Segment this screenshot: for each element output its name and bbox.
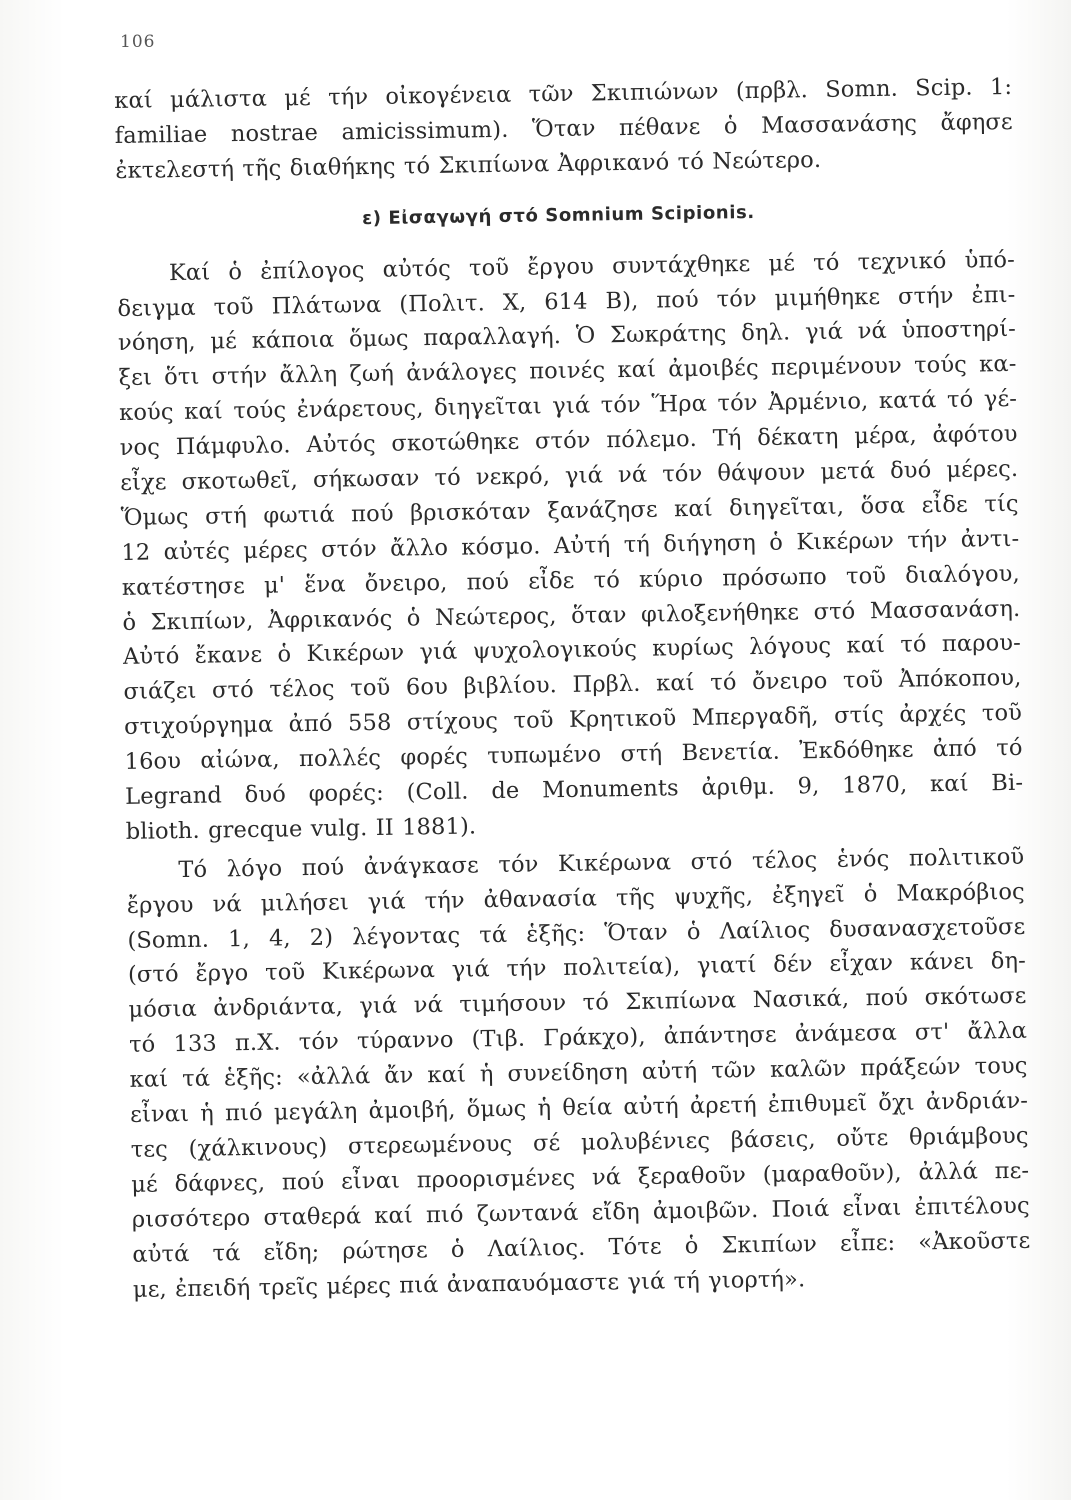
text-line: 12 αὐτές μέρες στόν ἄλλο κόσμο. Αὐτή τή διήγηση ὁ Κικέρων τήν ἀντι-: [121, 525, 1020, 566]
text-line: μέ δάφνες, πού εἶναι προορισμένες νά ξεραθοῦν (μαραθοῦν), ἀλλά πε-: [131, 1157, 1030, 1198]
text-line: 16ου αἰώνα, πολλές φορές τυπωμένο στή Βενετία. Ἐκδόθηκε ἀπό τό: [124, 734, 1023, 776]
text-line: εἶναι ἡ πιό μεγάλη ἀμοιβή, ὅμως ἡ θεία αὐτή ἀρετή ἐπιθυμεῖ ὄχι ἀνδριάν-: [129, 1087, 1029, 1128]
text-line: ρισσότερο σταθερά καί πιό ζωντανά εἴδη ἀμοιβῶν. Ποιά εἶναι ἐπιτέλους: [131, 1192, 1030, 1233]
text-line: μόσια ἀνδριάντα, γιά νά τιμήσουν τό Σκιπίωνα Νασικά, πού σκότωσε: [128, 983, 1027, 1024]
text-line: blioth. grecque vulg. II 1881).: [125, 813, 477, 845]
text-line: στιχούργημα ἀπό 558 στίχους τοῦ Κρητικοῦ Μπεργαδῆ, στίς ἀρχές τοῦ: [123, 700, 1023, 741]
page-number: 106: [120, 32, 156, 52]
text-line: καί μάλιστα μέ τήν οἰκογένεια τῶν Σκιπιώνων (πρβλ. Somn. Scip. 1:: [114, 73, 1013, 114]
text-line: ἔργου νά μιλήσει γιά τήν ἀθανασία τῆς ψυχῆς, ἐξηγεῖ ὁ Μακρόβιος: [126, 878, 1026, 919]
section-heading: ε) Εἰσαγωγή στό Somnium Scipionis.: [361, 201, 755, 229]
text-line: αὐτά τά εἴδη; ρώτησε ὁ Λαίλιος. Τότε ὁ Σκιπίων εἶπε: «Ἀκοῦστε: [132, 1227, 1031, 1268]
text-line: ὁ Σκιπίων, Ἀφρικανός ὁ Νεώτερος, ὅταν φιλοξενήθηκε στό Μασσανάση.: [122, 595, 1021, 636]
text-line: familiae nostrae amicissimum). Ὅταν πέθανε ὁ Μασσανάσης ἄφησε: [114, 108, 1013, 149]
text-line: Αὐτό ἔκανε ὁ Κικέρων γιά ψυχολογικούς κυρίως λόγους καί τό παρου-: [122, 630, 1022, 671]
text-line: κούς καί τούς ἐνάρετους, διηγεῖται γιά τόν Ἥρα τόν Ἀρμένιο, κατά τό γέ-: [118, 386, 1018, 427]
text-line: τες (χάλκινους) στερεωμένους σέ μολυβένιες βάσεις, οὔτε θριάμβους: [130, 1122, 1029, 1163]
text-line: με, ἐπειδή τρεῖς μέρες πιά ἀναπαυόμαστε γιά τή γιορτή».: [132, 1265, 806, 1303]
text-line: κατέστησε μ' ἕνα ὄνειρο, πού εἶδε τό κύριο πρόσωπο τοῦ διαλόγου,: [121, 560, 1021, 601]
text-line: ἐκτελεστή τῆς διαθήκης τό Σκιπίωνα Ἀφρικανό τό Νεώτερο.: [115, 146, 822, 184]
text-line: Καί ὁ ἐπίλογος αὐτός τοῦ ἔργου συντάχθηκε μέ τό τεχνικό ὑπό-: [168, 246, 1016, 286]
text-line: δειγμα τοῦ Πλάτωνα (Πολιτ. X, 614 B), πού τόν μιμήθηκε στήν ἐπι-: [117, 281, 1016, 322]
body-text: [114, 70, 1031, 1307]
text-line: νόηση, μέ κάποια ὅμως παραλλαγή. Ὁ Σωκράτης δηλ. γιά νά ὑποστηρί-: [117, 316, 1017, 357]
text-line: Legrand δυό φορές: (Coll. de Monuments ἀριθμ. 9, 1870, καί Bi-: [124, 769, 1024, 810]
text-line: σιάζει στό τέλος τοῦ 6ου βιβλίου. Πρβλ. καί τό ὄνειρο τοῦ Ἀπόκοπου,: [123, 665, 1022, 706]
text-line: (στό ἔργο τοῦ Κικέρωνα γιά τήν πολιτεία), γιατί δέν εἶχαν κάνει δη-: [127, 948, 1027, 989]
text-line: εἶχε σκοτωθεῖ, σήκωσαν τό νεκρό, γιά νά τόν θάψουν μετά δυό μέρες.: [120, 455, 1019, 496]
text-line: καί τά ἑξῆς: «ἀλλά ἄν καί ἡ συνείδηση αὐτή τῶν καλῶν πράξεών τους: [129, 1052, 1028, 1094]
text-line: (Somn. 1, 4, 2) λέγοντας τά ἑξῆς: Ὅταν ὁ Λαίλιος δυσανασχετοῦσε: [127, 913, 1026, 954]
text-line: τό 133 π.Χ. τόν τύραννο (Τιβ. Γράκχο), ἀπάντησε ἀνάμεσα στ' ἄλλα: [128, 1018, 1028, 1059]
text-line: Ὅμως στή φωτιά πού βρισκόταν ξανάζησε καί διηγεῖται, ὅσα εἶδε τίς: [120, 490, 1019, 531]
text-line: Τό λόγο πού ἀνάγκασε τόν Κικέρωνα στό τέλος ἑνός πολιτικοῦ: [178, 843, 1025, 883]
text-line: νος Πάμφυλο. Αὐτός σκοτώθηκε στόν πόλεμο. Τή δέκατη μέρα, ἀφότου: [119, 420, 1018, 462]
text-line: ξει ὅτι στήν ἄλλη ζωή ἀνάλογες ποινές καί ἀμοιβές περιμένουν τούς κα-: [118, 351, 1017, 392]
